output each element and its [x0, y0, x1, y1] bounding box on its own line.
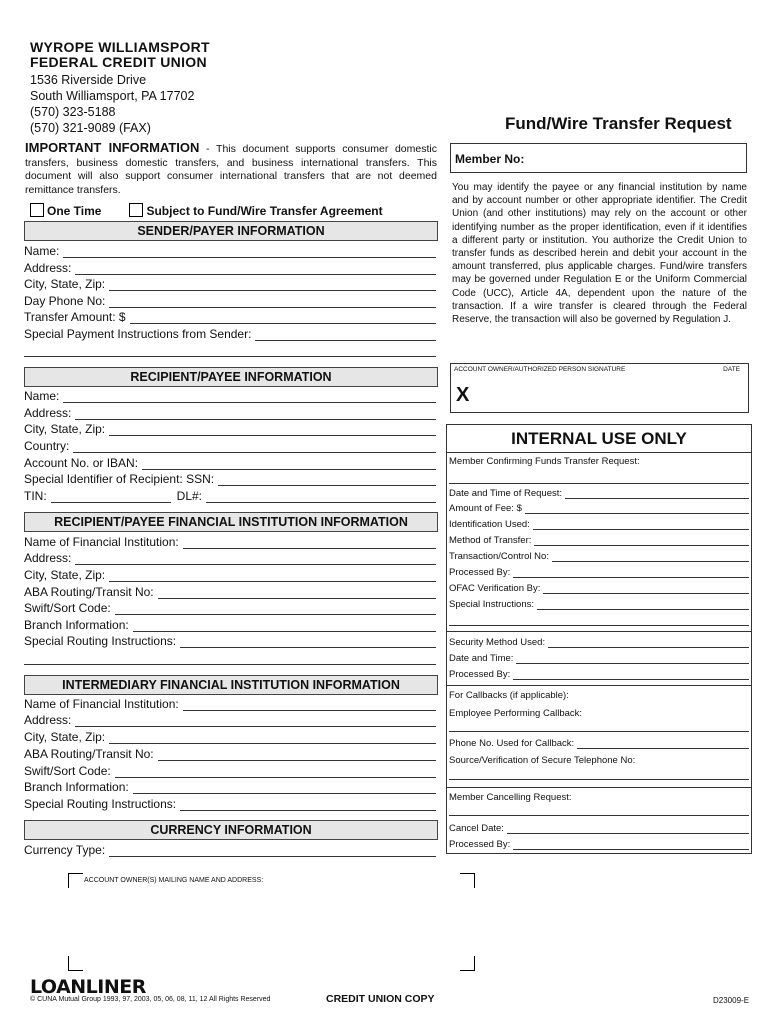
- processed-by-3-label: Processed By:: [449, 839, 511, 850]
- date-time-request-label: Date and Time of Request:: [449, 488, 563, 499]
- mailing-corner-bottom-right: [460, 956, 475, 971]
- sender-name-field[interactable]: [24, 243, 436, 258]
- sender-phone-label: Day Phone No:: [24, 294, 106, 308]
- recipient-section-heading: RECIPIENT/PAYEE INFORMATION: [24, 367, 438, 387]
- cu-name-line-2: FEDERAL CREDIT UNION: [30, 54, 207, 70]
- callbacks-label: For Callbacks (if applicable):: [449, 690, 569, 701]
- employee-callback-field[interactable]: [449, 706, 749, 719]
- fin-inst-name-field[interactable]: [24, 534, 436, 549]
- date-time-field[interactable]: [449, 651, 749, 664]
- phone-callback-field[interactable]: [449, 736, 749, 749]
- cancel-date-field[interactable]: [449, 821, 749, 834]
- document-title: Fund/Wire Transfer Request: [505, 114, 732, 133]
- one-time-checkbox[interactable]: [30, 203, 44, 217]
- employee-callback-label: Employee Performing Callback:: [449, 708, 583, 719]
- sender-extra-line[interactable]: [24, 356, 436, 357]
- source-verification-field[interactable]: [449, 753, 749, 766]
- intermediary-name-field[interactable]: [24, 696, 436, 711]
- control-number-field[interactable]: [449, 549, 749, 562]
- form-code: D23009-E: [713, 996, 750, 1005]
- identification-used-label: Identification Used:: [449, 519, 530, 530]
- special-instructions-line[interactable]: [449, 625, 749, 626]
- signature-box[interactable]: [450, 363, 749, 413]
- mailing-address-label: ACCOUNT OWNER(S) MAILING NAME AND ADDRESS:: [84, 877, 264, 884]
- fin-inst-aba-field[interactable]: [24, 584, 436, 599]
- signature-label: ACCOUNT OWNER/AUTHORIZED PERSON SIGNATURE: [454, 366, 626, 373]
- fin-inst-special-label: Special Routing Instructions:: [24, 634, 177, 648]
- fin-inst-section-heading: RECIPIENT/PAYEE FINANCIAL INSTITUTION INFORMATION: [24, 512, 438, 532]
- one-time-label: One Time: [47, 204, 102, 218]
- fax-line: (570) 321-9089 (FAX): [30, 121, 151, 135]
- intermediary-section-heading: INTERMEDIARY FINANCIAL INSTITUTION INFORMATION: [24, 675, 438, 695]
- fin-inst-aba-label: ABA Routing/Transit No:: [24, 585, 154, 599]
- ofac-field[interactable]: [449, 581, 749, 594]
- intermediary-special-label: Special Routing Instructions:: [24, 797, 177, 811]
- fin-inst-name-label: Name of Financial Institution:: [24, 535, 179, 549]
- amount-fee-field[interactable]: [449, 501, 749, 514]
- important-information: [25, 141, 437, 197]
- member-number-field[interactable]: Member No:: [450, 143, 747, 173]
- fin-inst-city-label: City, State, Zip:: [24, 568, 106, 582]
- recipient-tin-label: TIN:: [24, 489, 47, 503]
- intermediary-swift-label: Swift/Sort Code:: [24, 764, 111, 778]
- recipient-dl-label: DL#:: [176, 489, 203, 503]
- sender-special-instructions-field[interactable]: [24, 326, 436, 341]
- amount-fee-label: Amount of Fee: $: [449, 503, 522, 514]
- sender-phone-field[interactable]: [24, 293, 436, 308]
- credit-union-name: [30, 40, 210, 70]
- currency-section-heading: CURRENCY INFORMATION: [24, 820, 438, 840]
- disclaimer-text: You may identify the payee or any financial institution by name and by account number or other appropriate identifier. The Credit Union (and other institutions) may rely on the account or other identifying number as the proper identification, even if it identifies a different party or institution. You authorize the Credit Union to transfer funds as described herein and debit your account in the amount transferred, plus applicable charges. Fund/wire transfers may be governed under Regulation E or the Uniform Commercial Code (UCC), Article 4A, dependent upon the nature of the transaction. If a wire transfer is cleared through the Federal Reserve, the transaction will also be governed by Regulation J.: [452, 182, 747, 326]
- agreement-checkbox[interactable]: [129, 203, 143, 217]
- transfer-type-options: [30, 203, 383, 218]
- mailing-corner-top-right: [460, 873, 475, 888]
- fin-inst-special-field[interactable]: [24, 633, 436, 648]
- transfer-amount-label: Transfer Amount: $: [24, 310, 126, 324]
- sender-city-field[interactable]: [24, 276, 436, 291]
- identification-used-field[interactable]: [449, 517, 749, 530]
- special-instructions-label: Special Instructions:: [449, 599, 535, 610]
- recipient-ssn-label: Special Identifier of Recipient: SSN:: [24, 472, 215, 486]
- fin-inst-swift-field[interactable]: [24, 600, 436, 615]
- source-verification-line[interactable]: [449, 779, 749, 780]
- address-line-2: South Williamsport, PA 17702: [30, 89, 195, 103]
- intermediary-city-label: City, State, Zip:: [24, 730, 106, 744]
- recipient-name-label: Name:: [24, 389, 60, 403]
- cu-name-line-1: WYROPE WILLIAMSPORT: [30, 39, 210, 55]
- recipient-address-field[interactable]: [24, 405, 436, 420]
- date-time-label: Date and Time:: [449, 653, 514, 664]
- method-transfer-field[interactable]: [449, 533, 749, 546]
- agreement-option[interactable]: [129, 203, 382, 218]
- copyright-text: © CUNA Mutual Group 1993, 97, 2003, 05, 06, 08, 11, 12 All Rights Reserved: [30, 996, 271, 1003]
- intermediary-city-field[interactable]: [24, 729, 436, 744]
- recipient-account-label: Account No. or IBAN:: [24, 456, 139, 470]
- employee-callback-line[interactable]: [449, 731, 749, 732]
- address-line-1: 1536 Riverside Drive: [30, 73, 147, 87]
- agreement-label: Subject to Fund/Wire Transfer Agreement: [146, 204, 383, 218]
- loanliner-logo: LOANLINER: [30, 976, 146, 998]
- recipient-city-label: City, State, Zip:: [24, 422, 106, 436]
- fin-inst-city-field[interactable]: [24, 567, 436, 582]
- recipient-ssn-field[interactable]: [24, 471, 436, 486]
- processed-by-label: Processed By:: [449, 567, 511, 578]
- important-text: - This document supports consumer domestic transfers, business domestic transfers, and business international transfers. This document will also support consumer international transfers that are not deemed remittance transfers.: [25, 143, 437, 196]
- currency-type-label: Currency Type:: [24, 843, 106, 857]
- sender-name-label: Name:: [24, 244, 60, 258]
- fin-inst-extra-line[interactable]: [24, 664, 436, 665]
- member-cancelling-label: Member Cancelling Request:: [449, 792, 572, 803]
- sender-address-label: Address:: [24, 261, 72, 275]
- processed-by-2-field[interactable]: [449, 667, 749, 680]
- recipient-name-field[interactable]: [24, 388, 436, 403]
- transfer-amount-field[interactable]: [24, 309, 436, 324]
- fin-inst-branch-field[interactable]: [24, 617, 436, 632]
- security-method-field[interactable]: [449, 635, 749, 648]
- signature-date-label: DATE: [723, 366, 740, 373]
- control-number-label: Transaction/Control No:: [449, 551, 549, 562]
- credit-union-address: [30, 72, 194, 136]
- processed-by-field[interactable]: [449, 565, 749, 578]
- fin-inst-branch-label: Branch Information:: [24, 618, 129, 632]
- phone-callback-label: Phone No. Used for Callback:: [449, 738, 575, 749]
- member-confirming-field[interactable]: [449, 454, 749, 467]
- callbacks-heading: [449, 688, 749, 701]
- security-method-label: Security Method Used:: [449, 637, 546, 648]
- intermediary-aba-label: ABA Routing/Transit No:: [24, 747, 154, 761]
- sender-city-label: City, State, Zip:: [24, 277, 106, 291]
- intermediary-aba-field[interactable]: [24, 746, 436, 761]
- member-cancelling-line[interactable]: [449, 815, 749, 816]
- one-time-option[interactable]: [30, 203, 101, 218]
- intermediary-swift-field[interactable]: [24, 763, 436, 778]
- member-cancelling-field[interactable]: [449, 790, 749, 803]
- copy-label: CREDIT UNION COPY: [326, 993, 435, 1005]
- recipient-city-field[interactable]: [24, 421, 436, 436]
- intermediary-branch-field[interactable]: [24, 779, 436, 794]
- currency-type-field[interactable]: [24, 842, 436, 857]
- mailing-corner-top-left: [68, 873, 83, 888]
- source-verification-label: Source/Verification of Secure Telephone No:: [449, 755, 636, 766]
- fin-inst-address-field[interactable]: [24, 550, 436, 565]
- mailing-corner-bottom-left: [68, 956, 83, 971]
- recipient-country-field[interactable]: [24, 438, 436, 453]
- cancel-date-label: Cancel Date:: [449, 823, 504, 834]
- fin-inst-address-label: Address:: [24, 551, 72, 565]
- internal-use-title: INTERNAL USE ONLY: [447, 425, 751, 453]
- internal-use-box: [446, 424, 752, 854]
- ofac-label: OFAC Verification By:: [449, 583, 541, 594]
- method-transfer-label: Method of Transfer:: [449, 535, 532, 546]
- intermediary-name-label: Name of Financial Institution:: [24, 697, 179, 711]
- processed-by-3-field[interactable]: [449, 837, 749, 850]
- recipient-country-label: Country:: [24, 439, 70, 453]
- intermediary-branch-label: Branch Information:: [24, 780, 129, 794]
- intermediary-address-label: Address:: [24, 713, 72, 727]
- intermediary-address-field[interactable]: [24, 712, 436, 727]
- phone-line: (570) 323-5188: [30, 105, 116, 119]
- special-instructions-field[interactable]: [449, 597, 749, 610]
- date-time-request-field[interactable]: [449, 486, 749, 499]
- sender-address-field[interactable]: [24, 260, 436, 275]
- signature-x-mark: X: [456, 384, 470, 406]
- recipient-tin-dl-field[interactable]: [24, 488, 436, 503]
- sender-special-label: Special Payment Instructions from Sender:: [24, 327, 252, 341]
- fin-inst-swift-label: Swift/Sort Code:: [24, 601, 111, 615]
- member-confirming-label: Member Confirming Funds Transfer Request:: [449, 456, 640, 467]
- processed-by-2-label: Processed By:: [449, 669, 511, 680]
- sender-section-heading: SENDER/PAYER INFORMATION: [24, 221, 438, 241]
- recipient-account-field[interactable]: [24, 455, 436, 470]
- member-confirming-line[interactable]: [449, 483, 749, 484]
- intermediary-special-field[interactable]: [24, 796, 436, 811]
- recipient-address-label: Address:: [24, 406, 72, 420]
- important-heading: IMPORTANT INFORMATION: [25, 140, 200, 155]
